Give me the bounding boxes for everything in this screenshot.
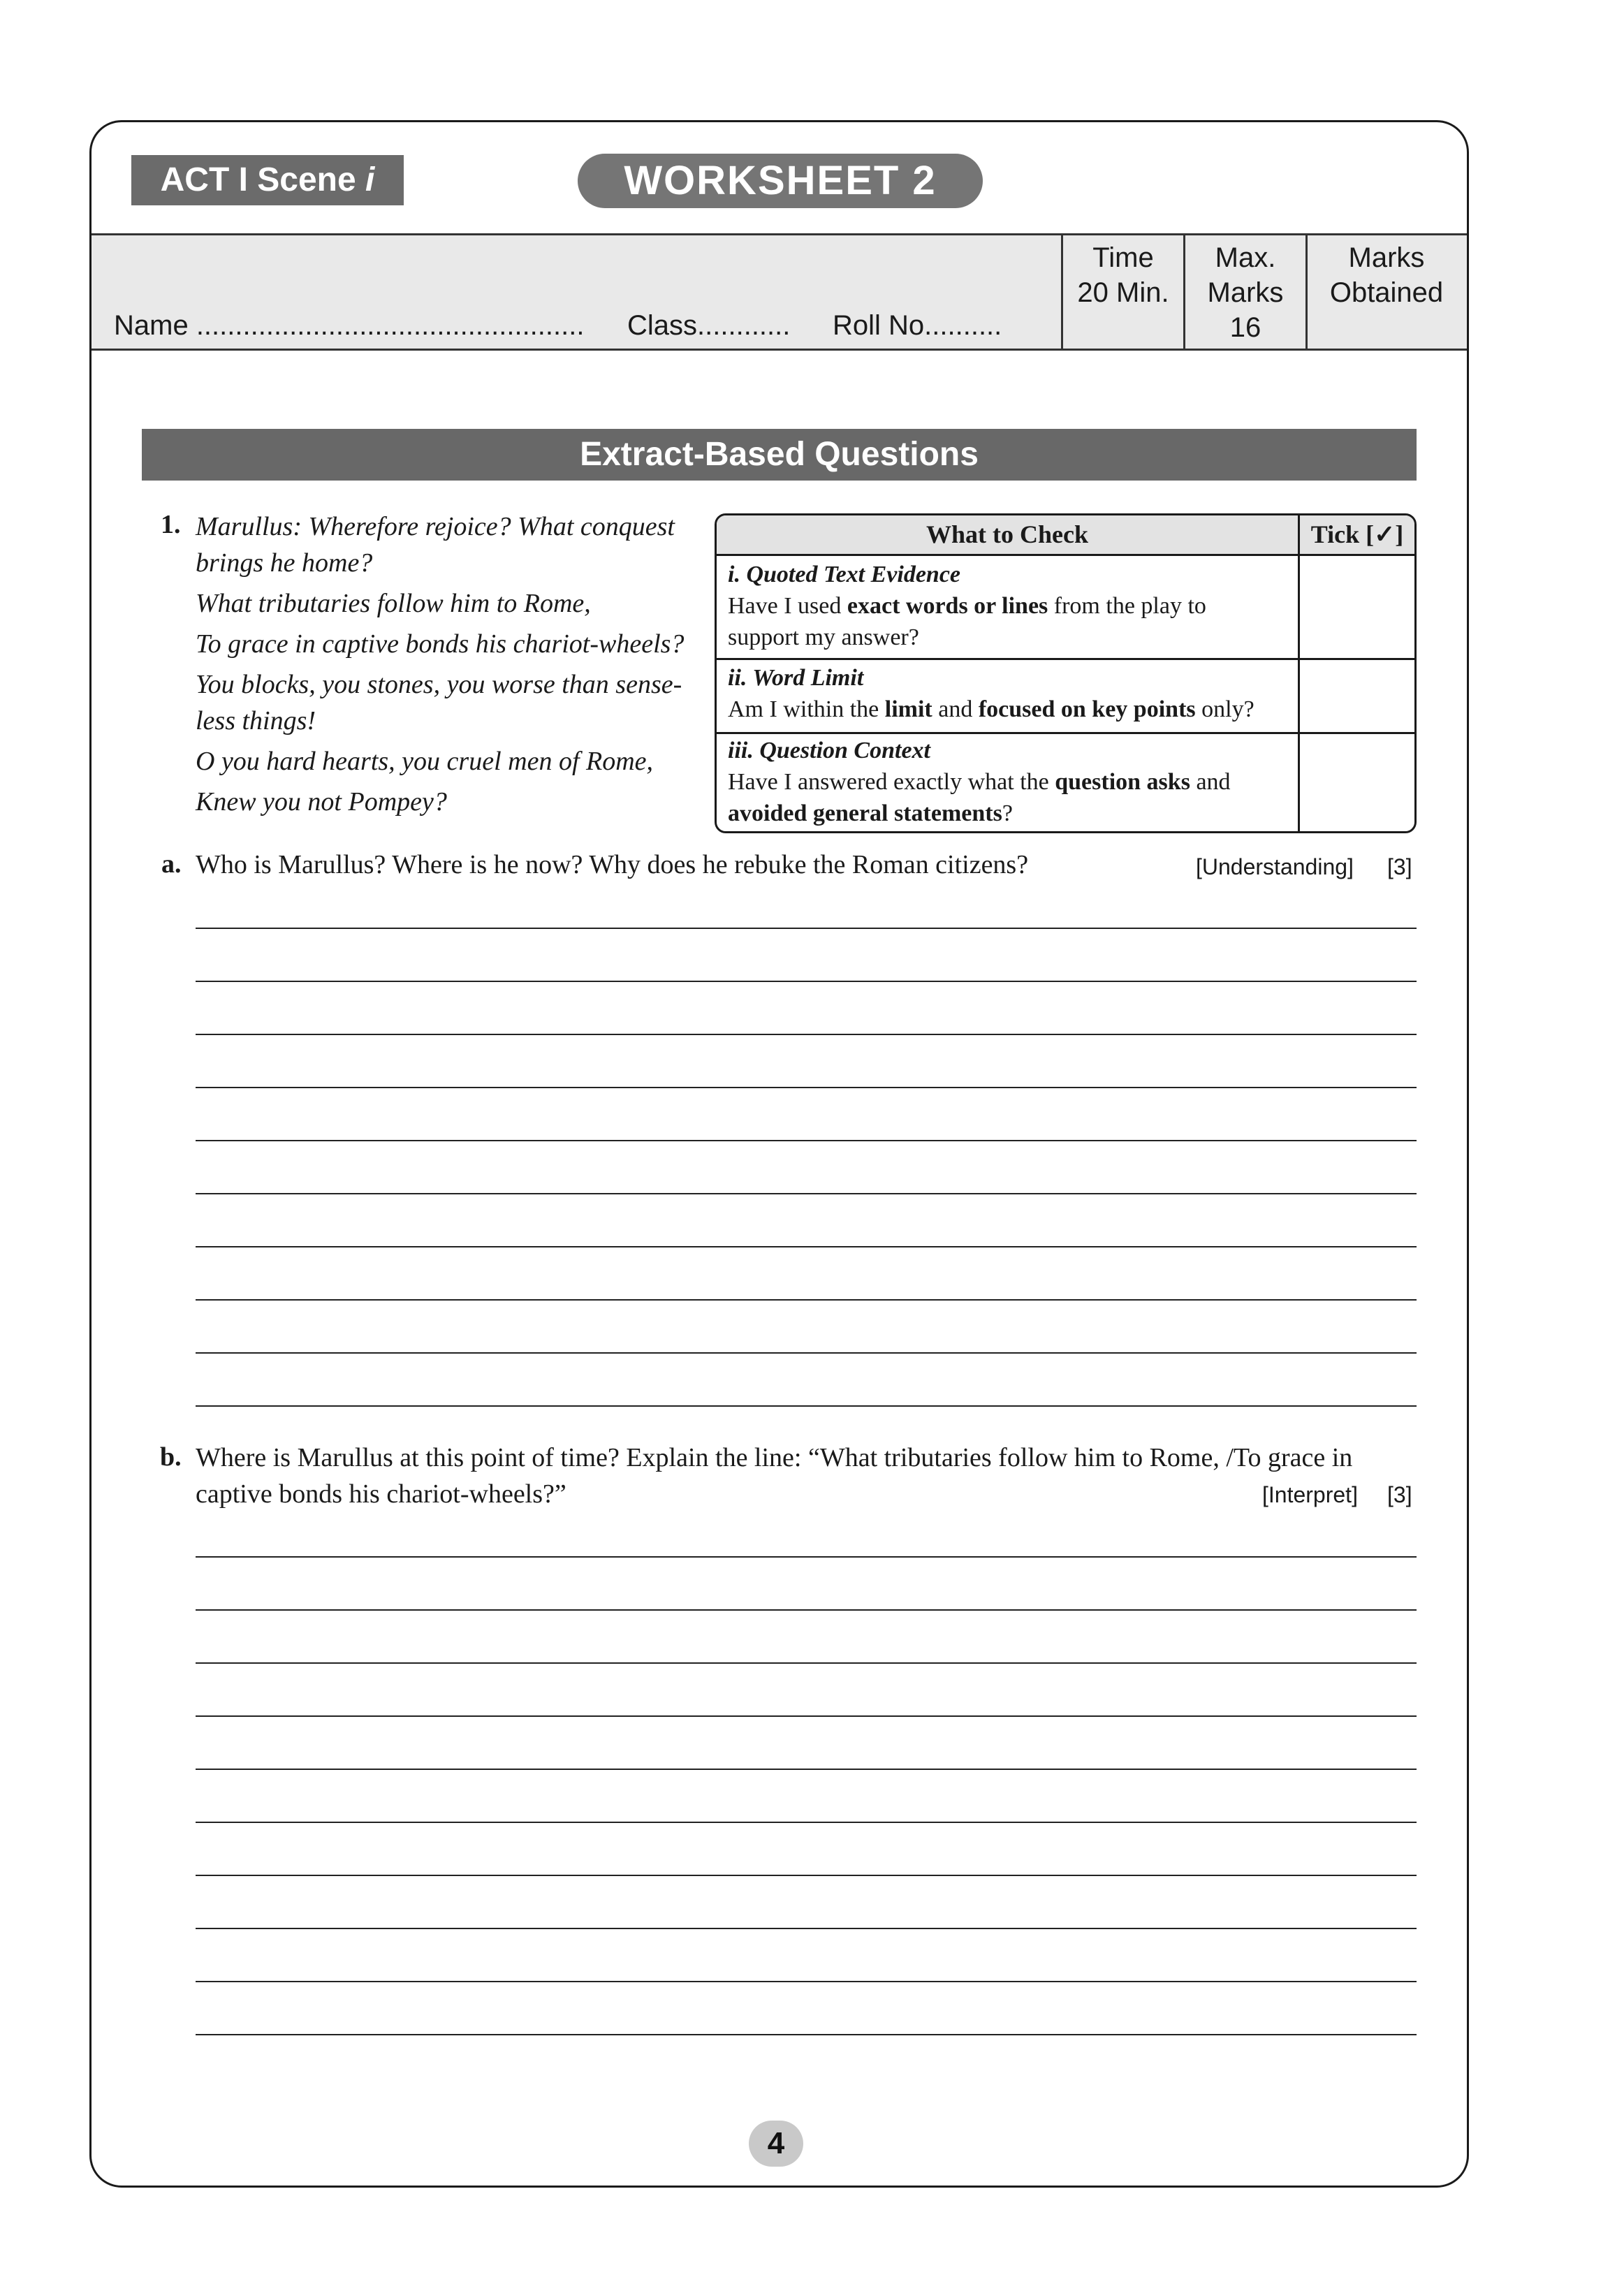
answer-line[interactable] <box>196 928 1417 929</box>
answer-line[interactable] <box>196 1609 1417 1611</box>
answer-line[interactable] <box>196 981 1417 982</box>
roll-no-field[interactable]: Roll No.......... <box>833 310 1002 341</box>
marks-tag: [3] <box>1387 1482 1412 1507</box>
row-divider <box>717 732 1414 734</box>
extract-line: To grace in captive bonds his chariot-wheels? <box>196 629 685 659</box>
table-row: i. Quoted Text Evidence Have I used exact words or lines from the play to support my answer? <box>728 559 1287 653</box>
name-field[interactable]: Name .................................................. <box>114 310 585 341</box>
answer-line[interactable] <box>196 1087 1417 1088</box>
answer-line[interactable] <box>196 1556 1417 1558</box>
max-marks-value: 16 <box>1229 312 1261 343</box>
sub-question-text: captive bonds his chariot-wheels?” <box>196 1479 566 1509</box>
table-row: iii. Question Context Have I answered exactly what the question asks and avoided general statements? <box>728 735 1287 829</box>
skill-tag: [Understanding] <box>1196 854 1354 879</box>
answer-line[interactable] <box>196 1299 1417 1301</box>
extract-line: less things! <box>196 706 316 735</box>
answer-line[interactable] <box>196 1875 1417 1876</box>
row-title: i. Quoted Text Evidence <box>728 562 961 587</box>
answer-line[interactable] <box>196 1352 1417 1354</box>
extract-line: Marullus: Wherefore rejoice? What conquest <box>196 512 675 541</box>
max-marks-cell <box>1185 240 1305 345</box>
table-row: ii. Word Limit Am I within the limit and focused on key points only? <box>728 662 1287 725</box>
answer-line[interactable] <box>196 1193 1417 1194</box>
column-divider <box>1298 515 1300 831</box>
max-marks-label: Max. <box>1215 242 1276 273</box>
answer-line[interactable] <box>196 1246 1417 1247</box>
time-label: Time <box>1092 242 1154 273</box>
answer-line[interactable] <box>196 1822 1417 1823</box>
answer-line[interactable] <box>196 1034 1417 1035</box>
max-marks-label: Marks <box>1207 277 1284 308</box>
time-cell <box>1063 240 1183 310</box>
answer-line[interactable] <box>196 1662 1417 1664</box>
header-tick: Tick [✓] <box>1310 520 1404 548</box>
extract-line: What tributaries follow him to Rome, <box>196 589 591 618</box>
answer-line[interactable] <box>196 1769 1417 1770</box>
marks-obtained-label: Obtained <box>1329 277 1444 308</box>
extract-line: You blocks, you stones, you worse than sense- <box>196 670 682 699</box>
act-scene-label: ACT I Scene i <box>131 155 404 205</box>
extract-line: brings he home? <box>196 548 373 578</box>
sub-question-text: Where is Marullus at this point of time? Explain the line: “What tributaries follow him to Rome, /To grace in <box>196 1443 1353 1472</box>
marks-obtained-label: Marks <box>1348 242 1425 273</box>
extract-line: Knew you not Pompey? <box>196 787 447 817</box>
marks-tag: [3] <box>1387 854 1412 879</box>
sub-question-label: b. <box>160 1442 182 1472</box>
section-title: Extract-Based Questions <box>142 429 1417 481</box>
answer-line[interactable] <box>196 1140 1417 1141</box>
class-field[interactable]: Class............ <box>627 310 791 341</box>
answer-line[interactable] <box>196 2034 1417 2035</box>
marks-obtained-cell[interactable] <box>1308 240 1465 310</box>
row-title: ii. Word Limit <box>728 665 864 691</box>
answer-line[interactable] <box>196 1981 1417 1982</box>
answer-line[interactable] <box>196 1715 1417 1717</box>
page-number: 4 <box>749 2121 803 2167</box>
answer-line[interactable] <box>196 1928 1417 1929</box>
table-header <box>717 515 1414 556</box>
answer-line[interactable] <box>196 1405 1417 1407</box>
sub-question-label: a. <box>161 849 182 879</box>
self-check-table <box>715 513 1417 833</box>
time-value: 20 Min. <box>1077 277 1169 308</box>
worksheet-title: WORKSHEET 2 <box>578 154 983 208</box>
row-divider <box>717 658 1414 660</box>
row-title: iii. Question Context <box>728 738 930 763</box>
question-number: 1. <box>161 510 181 539</box>
extract-line: O you hard hearts, you cruel men of Rome, <box>196 747 654 776</box>
sub-question-text: Who is Marullus? Where is he now? Why does he rebuke the Roman citizens? <box>196 850 1029 879</box>
skill-tag: [Interpret] <box>1262 1482 1358 1507</box>
header-what-to-check: What to Check <box>926 520 1088 548</box>
